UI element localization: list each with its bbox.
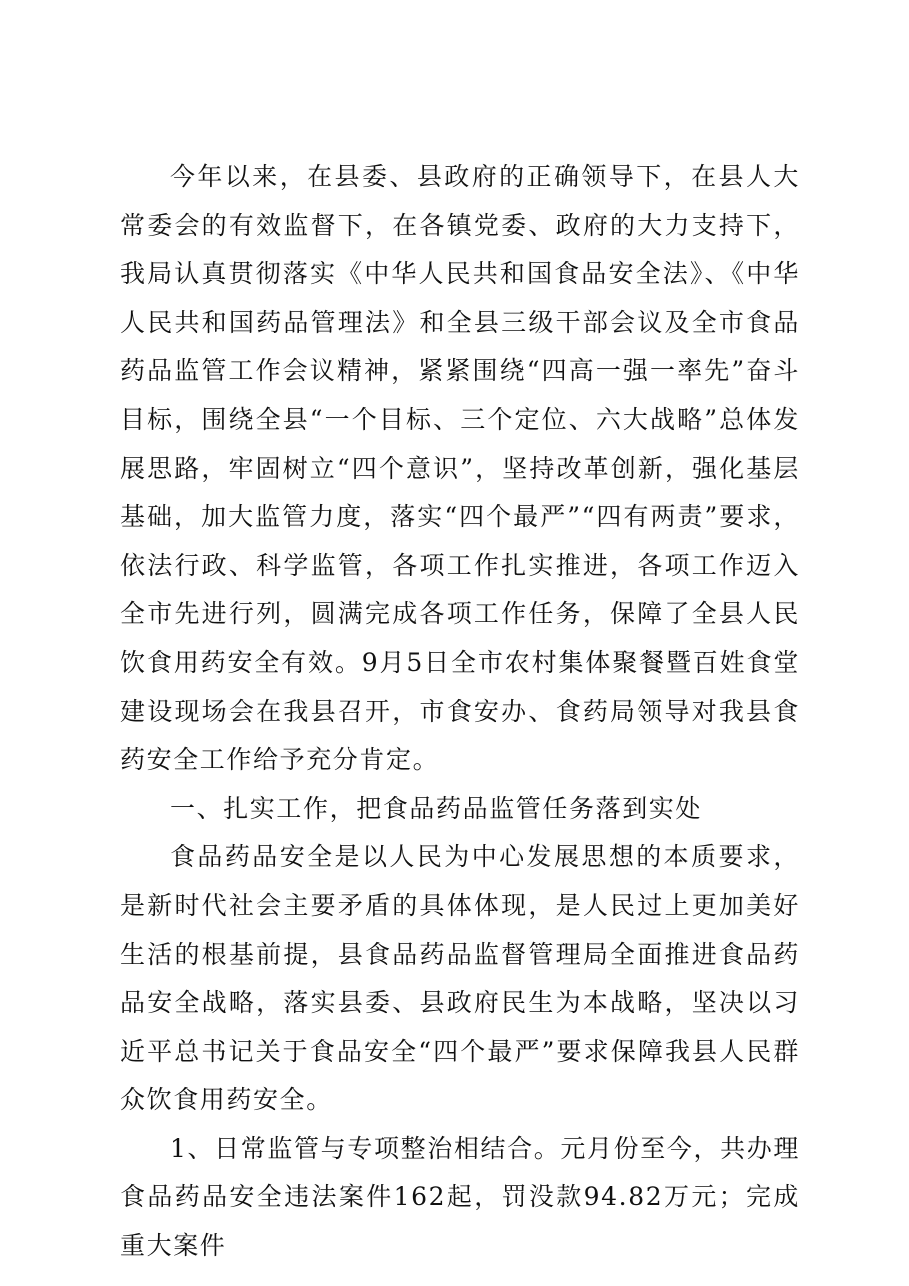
document-body [120, 153, 800, 1271]
section-paragraph: 食品药品安全是以人民为中心发展思想的本质要求，是新时代社会主要矛盾的具体体现，是人民过上更加美好生活的根基前提，县食品药品监督管理局全面推进食品药品安全战略，落实县委、县政府民生为本战略，坚决以习近平总书记关于食品安全“四个最严”要求保障我县人民群众饮食用药安全。 [120, 842, 800, 1115]
intro-paragraph: 今年以来，在县委、县政府的正确领导下，在县人大常委会的有效监督下，在各镇党委、政府的大力支持下，我局认真贯彻落实《中华人民共和国食品安全法》、《中华人民共和国药品管理法》和全县三级干部会议及全市食品药品监管工作会议精神，紧紧围绕“四高一强一率先”奋斗目标，围绕全县“一个目标、三个定位、六大战略”总体发展思路，牢固树立“四个意识”，坚持改革创新，强化基层基础，加大监管力度，落实“四个最严”“四有两责”要求，依法行政、科学监管，各项工作扎实推进，各项工作迈入全市先进行列，圆满完成各项工作任务，保障了全县人民饮食用药安全有效。9月5日全市农村集体聚餐暨百姓食堂建设现场会在我县召开，市食安办、食药局领导对我县食药安全工作给予充分肯定。 [120, 162, 800, 775]
item-paragraph: 1、日常监管与专项整治相结合。元月份至今，共办理食品药品安全违法案件162起，罚没款94.82万元；完成重大案件 [120, 1133, 800, 1261]
section-heading: 一、扎实工作，把食品药品监管任务落到实处 [170, 793, 703, 823]
